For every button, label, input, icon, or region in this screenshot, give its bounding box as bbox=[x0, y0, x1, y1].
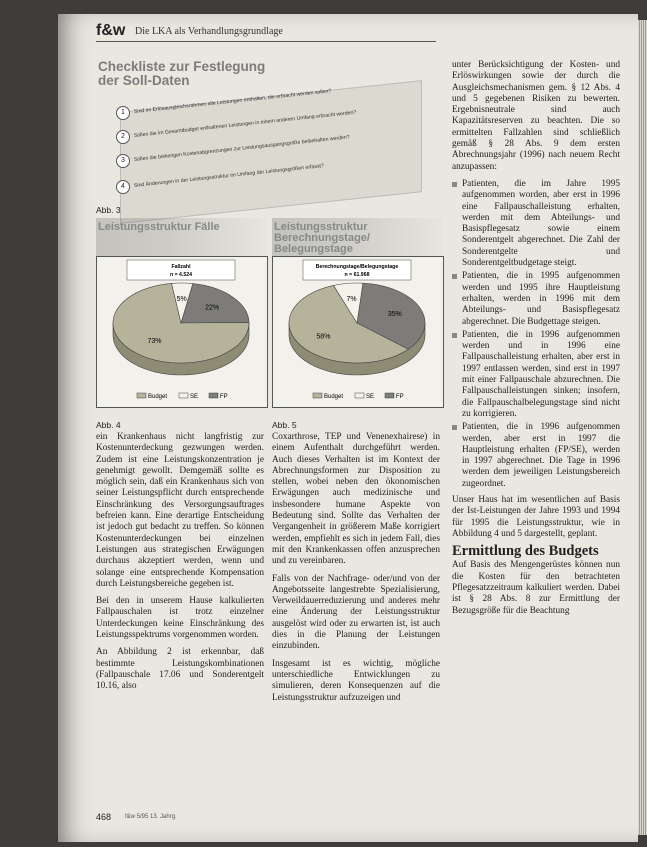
list-item-text: Patienten, die im Jahre 1995 aufgenommen worden, aber erst in 1996 eine Fallpauschalleistung erhalten, werden mit dem Abteilungs- und Basispflegesatz sowie einem Sonderentgelt abgerechnet. Die Zahl der Sonderentgelte und Sonderentgeltbudgetage steigt. bbox=[462, 178, 620, 269]
caption-abb4: Abb. 4 bbox=[96, 420, 121, 430]
legend-swatch bbox=[137, 393, 146, 398]
legend-swatch bbox=[313, 393, 322, 398]
list-item bbox=[452, 271, 620, 327]
legend-label: FP bbox=[220, 394, 228, 400]
checklist-title-2: der Soll-Daten bbox=[98, 73, 190, 88]
chart-panel-right bbox=[272, 218, 442, 408]
running-title: Die LKA als Verhandlungsgrundlage bbox=[135, 26, 283, 37]
section-heading: Ermittlung des Budgets bbox=[452, 543, 599, 560]
chart-frame-right bbox=[272, 256, 444, 408]
data-label: 7% bbox=[346, 296, 357, 304]
data-label: 73% bbox=[147, 338, 162, 346]
chart-title-left: Leistungsstruktur Fälle bbox=[98, 221, 220, 233]
paragraph: Auf Basis des Mengengerüstes können nun die Kosten für den betrachteten Pflegesatzzeitraum kalkuliert werden. Dabei ist § 28 Abs. 8 zur Ermittlung der Bezugsgröße für die Beachtung bbox=[452, 560, 620, 616]
legend-label: SE bbox=[366, 394, 375, 400]
list-item-text: Patienten, die in 1996 aufgenommen werden und in 1996 eine Fallpauschalleistung erhalten, aber erst in 1997 entlassen werden, sind erst in 1997 mit einer Fallpauschale abzurechnen. Die Fallpauschalleistungen sinken; insofern, die Fallpauschalbelegungstage sind nicht zu korrigieren. bbox=[462, 329, 620, 419]
text-column-2 bbox=[272, 432, 440, 710]
paragraph: unter Berücksichtigung der Kosten- und Erlöswirkungen sowie der durch die Ausgleichsmechanismen gem. § 12 Abs. 4 und 5 gegebenen Risiken zu bewerten. Ergebnisneutrale sind auch Kapazitätsreserven zu beachten. Die so ermittelten Fallzahlen sind schließlich gemäß § 28 Abs. 9 dem ersten Abrechnungsjahr (1996) nach neuem Recht anzupassen: bbox=[452, 60, 620, 172]
chart-subtitle: Berechnungstage/Belegungstage bbox=[315, 264, 399, 270]
checklist-number-3: 3 bbox=[116, 154, 130, 168]
legend-swatch bbox=[385, 393, 394, 398]
data-label: 22% bbox=[205, 304, 220, 312]
legend-label: SE bbox=[190, 394, 199, 400]
bullet-square-icon bbox=[452, 333, 457, 338]
checklist-item-text: Sind im Erlösausgleichsrahmen alle Leistungen enthalten, die erbracht werden sollen? bbox=[133, 88, 332, 115]
list-item bbox=[452, 330, 620, 420]
chart-frame-left bbox=[96, 256, 268, 408]
paragraph: Insgesamt ist es wichtig, mögliche unterschiedliche Entwicklungen zu simulieren, deren Konsequenzen auf die Leistungsstruktur aufzuzeigen und bbox=[272, 658, 440, 703]
caption-abb5: Abb. 5 bbox=[272, 420, 297, 430]
chart-subtitle: Fallzahl bbox=[171, 264, 191, 270]
pie-chart-right bbox=[273, 257, 441, 405]
chart-title-right: Leistungsstruktur Berechnungstage/ Belegungstage bbox=[274, 221, 370, 255]
data-label: 35% bbox=[387, 311, 402, 319]
page-number: 468 bbox=[96, 812, 112, 822]
bullet-list bbox=[452, 179, 620, 490]
checklist-figure bbox=[94, 52, 424, 202]
list-item-text: Patienten, die in 1996 aufgenommen werden, aber erst in 1997 die Hauptleistung erhalten (FP/SE), werden in 1997 abgerechnet. Die Tage in 1996 werden dem jeweiligen Leistungsbereich zugeordnet. bbox=[462, 422, 620, 489]
journal-issue: f&w 5/95 13. Jahrg. bbox=[125, 814, 177, 820]
text-column-3 bbox=[452, 60, 620, 623]
list-item-text: Patienten, die in 1995 aufgenommen werden und 1995 ihre Hauptleistung erhalten, werden in 1996 mit dem Abteilungs- und Basispflegesatz abgerechnet. Die Budgettage steigen. bbox=[462, 271, 620, 327]
paragraph: ein Krankenhaus nicht langfristig zur Kostenunterdeckung gezwungen werden. Zudem ist eine Leistungskonzentration je genehmigt gewollt. Demgemäß sollte es möglich sein, daß ein Krankenhaus sich von seiner Leistungspflicht durch entsprechende Einschränkung des Versorgungsauftrages befreien kann. Eine derartige Entscheidung ist jedoch gut bedacht zu treffen. So können Kostenunterdeckungen bei einzelnen Leistungen aus strategischen Erwägungen durchaus akzeptiert werden, wenn und solange eine entsprechende Kompensation durch Leistungsbereiche gegeben ist. bbox=[96, 432, 264, 589]
checklist-item-text: Sollen die im Gesamtbudget enthaltenen Leistungen in einem anderen Umfang erbracht werden? bbox=[133, 109, 357, 139]
checklist-item-text: Sollen die bisherigen Kostenabgrenzungen zur Leistungsausgangsgröße beibehalten werden? bbox=[133, 134, 351, 163]
checklist-item-text: Sind Änderungen in der Leistungsstruktur im Umfang der Leistungsgrößen erfasst? bbox=[133, 163, 325, 189]
legend-swatch bbox=[179, 393, 188, 398]
legend-label: FP bbox=[396, 394, 404, 400]
page-edges bbox=[638, 20, 647, 835]
pie-chart-left bbox=[97, 257, 265, 405]
checklist-number-1: 1 bbox=[116, 106, 130, 120]
bullet-square-icon bbox=[452, 425, 457, 430]
data-label: 58% bbox=[316, 333, 331, 341]
legend-label: Budget bbox=[148, 394, 168, 400]
text-column-1 bbox=[96, 432, 264, 699]
legend-label: Budget bbox=[324, 394, 344, 400]
caption-abb3: Abb. 3 bbox=[96, 205, 121, 215]
legend-swatch bbox=[355, 393, 364, 398]
paragraph: Bei den in unserem Hause kalkulierten Fallpauschalen ist trotz einzelner Unterdeckungen keine Einschränkung des Leistungsspektrums vorgenommen worden. bbox=[96, 596, 264, 641]
checklist-number-4: 4 bbox=[116, 180, 130, 194]
paragraph: Falls von der Nachfrage- oder/und von der Angebotsseite langestrebte Spezialisierung, Verweildauerreduzierung und anderes mehr eine Änderung der Leistungsstruktur ausgelöst wird oder zu erwarten ist, ist auch dies in die Planung der Leistungen einzubinden. bbox=[272, 573, 440, 652]
list-item bbox=[452, 422, 620, 490]
paragraph: Unser Haus hat im wesentlichen auf Basis der Ist-Leistungen der Jahre 1993 und 1994 für 1995 die Leistungsstruktur, wie in Abbildung 4 und 5 dargestellt, geplant. bbox=[452, 494, 620, 539]
bullet-square-icon bbox=[452, 274, 457, 279]
checklist-number-2: 2 bbox=[116, 130, 130, 144]
paragraph: Coxarthrose, TEP und Venenexhairese) in einem Aufenthalt durchgeführt werden. Auch dieses Verhalten ist im Kontext der Abrechnungsformen zur Disposition zu stellen, wobei neben den ökonomischen Erwägungen auch medizinische und insbesondere humane Aspekte von Bedeutung sind. Sollte das Verhalten der Vergangenheit in größerem Maße korrigiert werden, empfiehlt es sich in jedem Fall, dies mit den Krankenkassen offen anzusprechen und zu vereinbaren. bbox=[272, 432, 440, 567]
paragraph: An Abbildung 2 ist erkennbar, daß bestimmte Leistungskombinationen (Fallpauschale 17.06 und Sonderentgelt 10.16, also bbox=[96, 647, 264, 692]
legend-swatch bbox=[209, 393, 218, 398]
chart-total: n = 61.968 bbox=[344, 272, 370, 278]
bullet-square-icon bbox=[452, 182, 457, 187]
list-item bbox=[452, 179, 620, 269]
header-rule bbox=[96, 41, 436, 42]
chart-total: n = 4.524 bbox=[169, 272, 193, 278]
journal-logo: f&w bbox=[96, 22, 126, 39]
data-label: 5% bbox=[176, 296, 187, 304]
chart-panel-left bbox=[96, 218, 266, 408]
checklist-title-1: Checkliste zur Festlegung bbox=[98, 59, 266, 74]
